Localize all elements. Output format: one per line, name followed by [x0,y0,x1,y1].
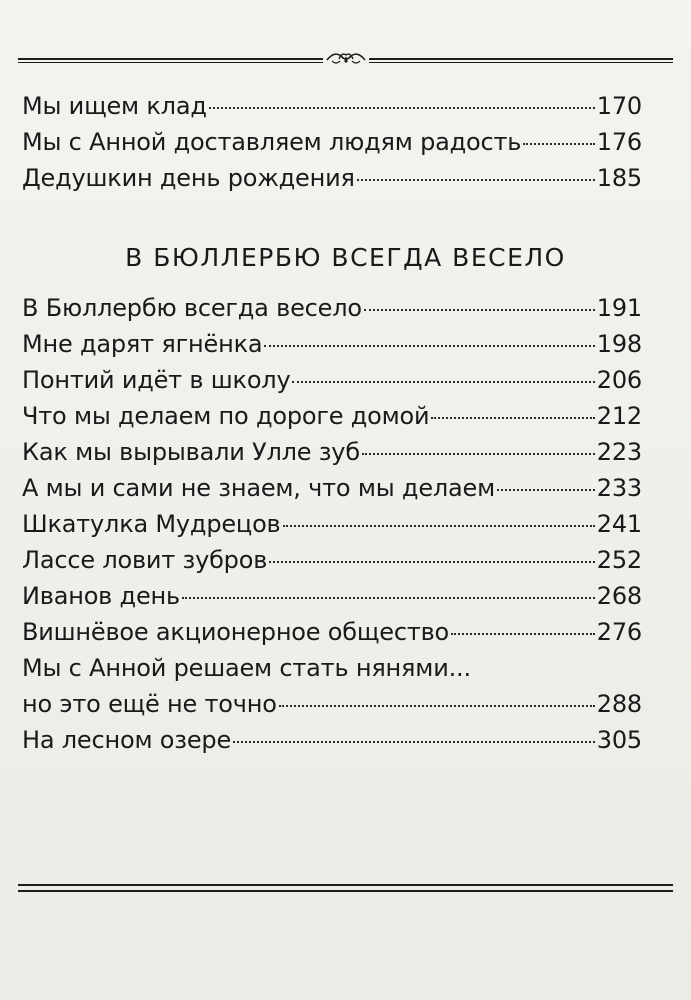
toc-entry-title: Лассе ловит зубров [22,546,268,574]
dot-leader [209,107,595,109]
toc-entry-title: Мы ищем клад [22,92,207,120]
toc-entry-title: Вишнёвое акционерное общество [22,618,450,646]
toc-entry-title: Мы с Анной решаем стать нянями... [22,654,471,682]
dot-leader [279,705,595,707]
dot-leader [292,381,594,383]
toc-list [22,290,642,758]
toc-entry [22,362,642,398]
bottom-double-rule [18,884,673,898]
toc-entry-title: Как мы вырывали Улле зуб [22,438,360,466]
toc-entry-page-number: 288 [596,690,642,718]
section-heading: В БЮЛЛЕРБЮ ВСЕГДА ВЕСЕЛО [125,243,566,272]
dot-leader [497,489,595,491]
toc-entry-page-number: 170 [596,92,642,120]
toc-section-continued [22,88,642,196]
dot-leader [182,597,595,599]
dot-leader [431,417,594,419]
toc-entry-page-number: 305 [596,726,642,754]
toc-entry [22,614,642,650]
toc-entry-title: Мы с Анной доставляем людям радость [22,128,522,156]
dot-leader [523,143,595,145]
toc-entry-page-number: 191 [596,294,642,322]
toc-list [22,88,642,196]
toc-entry [22,88,642,124]
toc-entry-title: Дедушкин день рождения [22,164,355,192]
toc-entry [22,326,642,362]
toc-entry-title: Что мы делаем по дороге домой [22,402,430,430]
toc-entry [22,506,642,542]
toc-entry [22,650,642,686]
rule-line [18,884,673,886]
toc-entry-page-number: 185 [596,164,642,192]
toc-entry-title: Мне дарят ягнёнка [22,330,263,358]
rule-line [18,890,673,892]
toc-entry-title: Иванов день [22,582,180,610]
toc-entry-page-number: 233 [596,474,642,502]
dot-leader [283,525,595,527]
toc-entry-title: но это ещё не точно [22,690,277,718]
toc-entry [22,160,642,196]
toc-entry-page-number: 206 [596,366,642,394]
toc-entry-page-number: 176 [596,128,642,156]
dot-leader [357,179,595,181]
toc-section-bullerbyn [22,290,642,758]
toc-entry-page-number: 212 [596,402,642,430]
toc-entry [22,290,642,326]
flourish-ornament-icon [323,46,369,70]
toc-entry-title: А мы и сами не знаем, что мы делаем [22,474,496,502]
toc-entry-page-number: 198 [596,330,642,358]
dot-leader [269,561,595,563]
toc-entry [22,578,642,614]
toc-entry-title: В Бюллербю всегда весело [22,294,362,322]
toc-entry-page-number: 276 [596,618,642,646]
toc-entry [22,470,642,506]
toc-entry-page-number: 223 [596,438,642,466]
toc-entry-title: Шкатулка Мудрецов [22,510,281,538]
toc-entry [22,124,642,160]
toc-entry [22,398,642,434]
dot-leader [264,345,594,347]
dot-leader [364,309,595,311]
toc-entry [22,434,642,470]
toc-entry-page-number: 241 [596,510,642,538]
dot-leader [233,741,595,743]
toc-entry-page-number: 252 [596,546,642,574]
toc-entry [22,542,642,578]
dot-leader [362,453,595,455]
toc-entry-page-number: 268 [596,582,642,610]
toc-entry-title: Понтий идёт в школу [22,366,291,394]
dot-leader [451,633,595,635]
toc-entry-title: На лесном озере [22,726,232,754]
toc-entry [22,722,642,758]
toc-entry [22,686,642,722]
top-ornamental-rule [18,54,673,68]
